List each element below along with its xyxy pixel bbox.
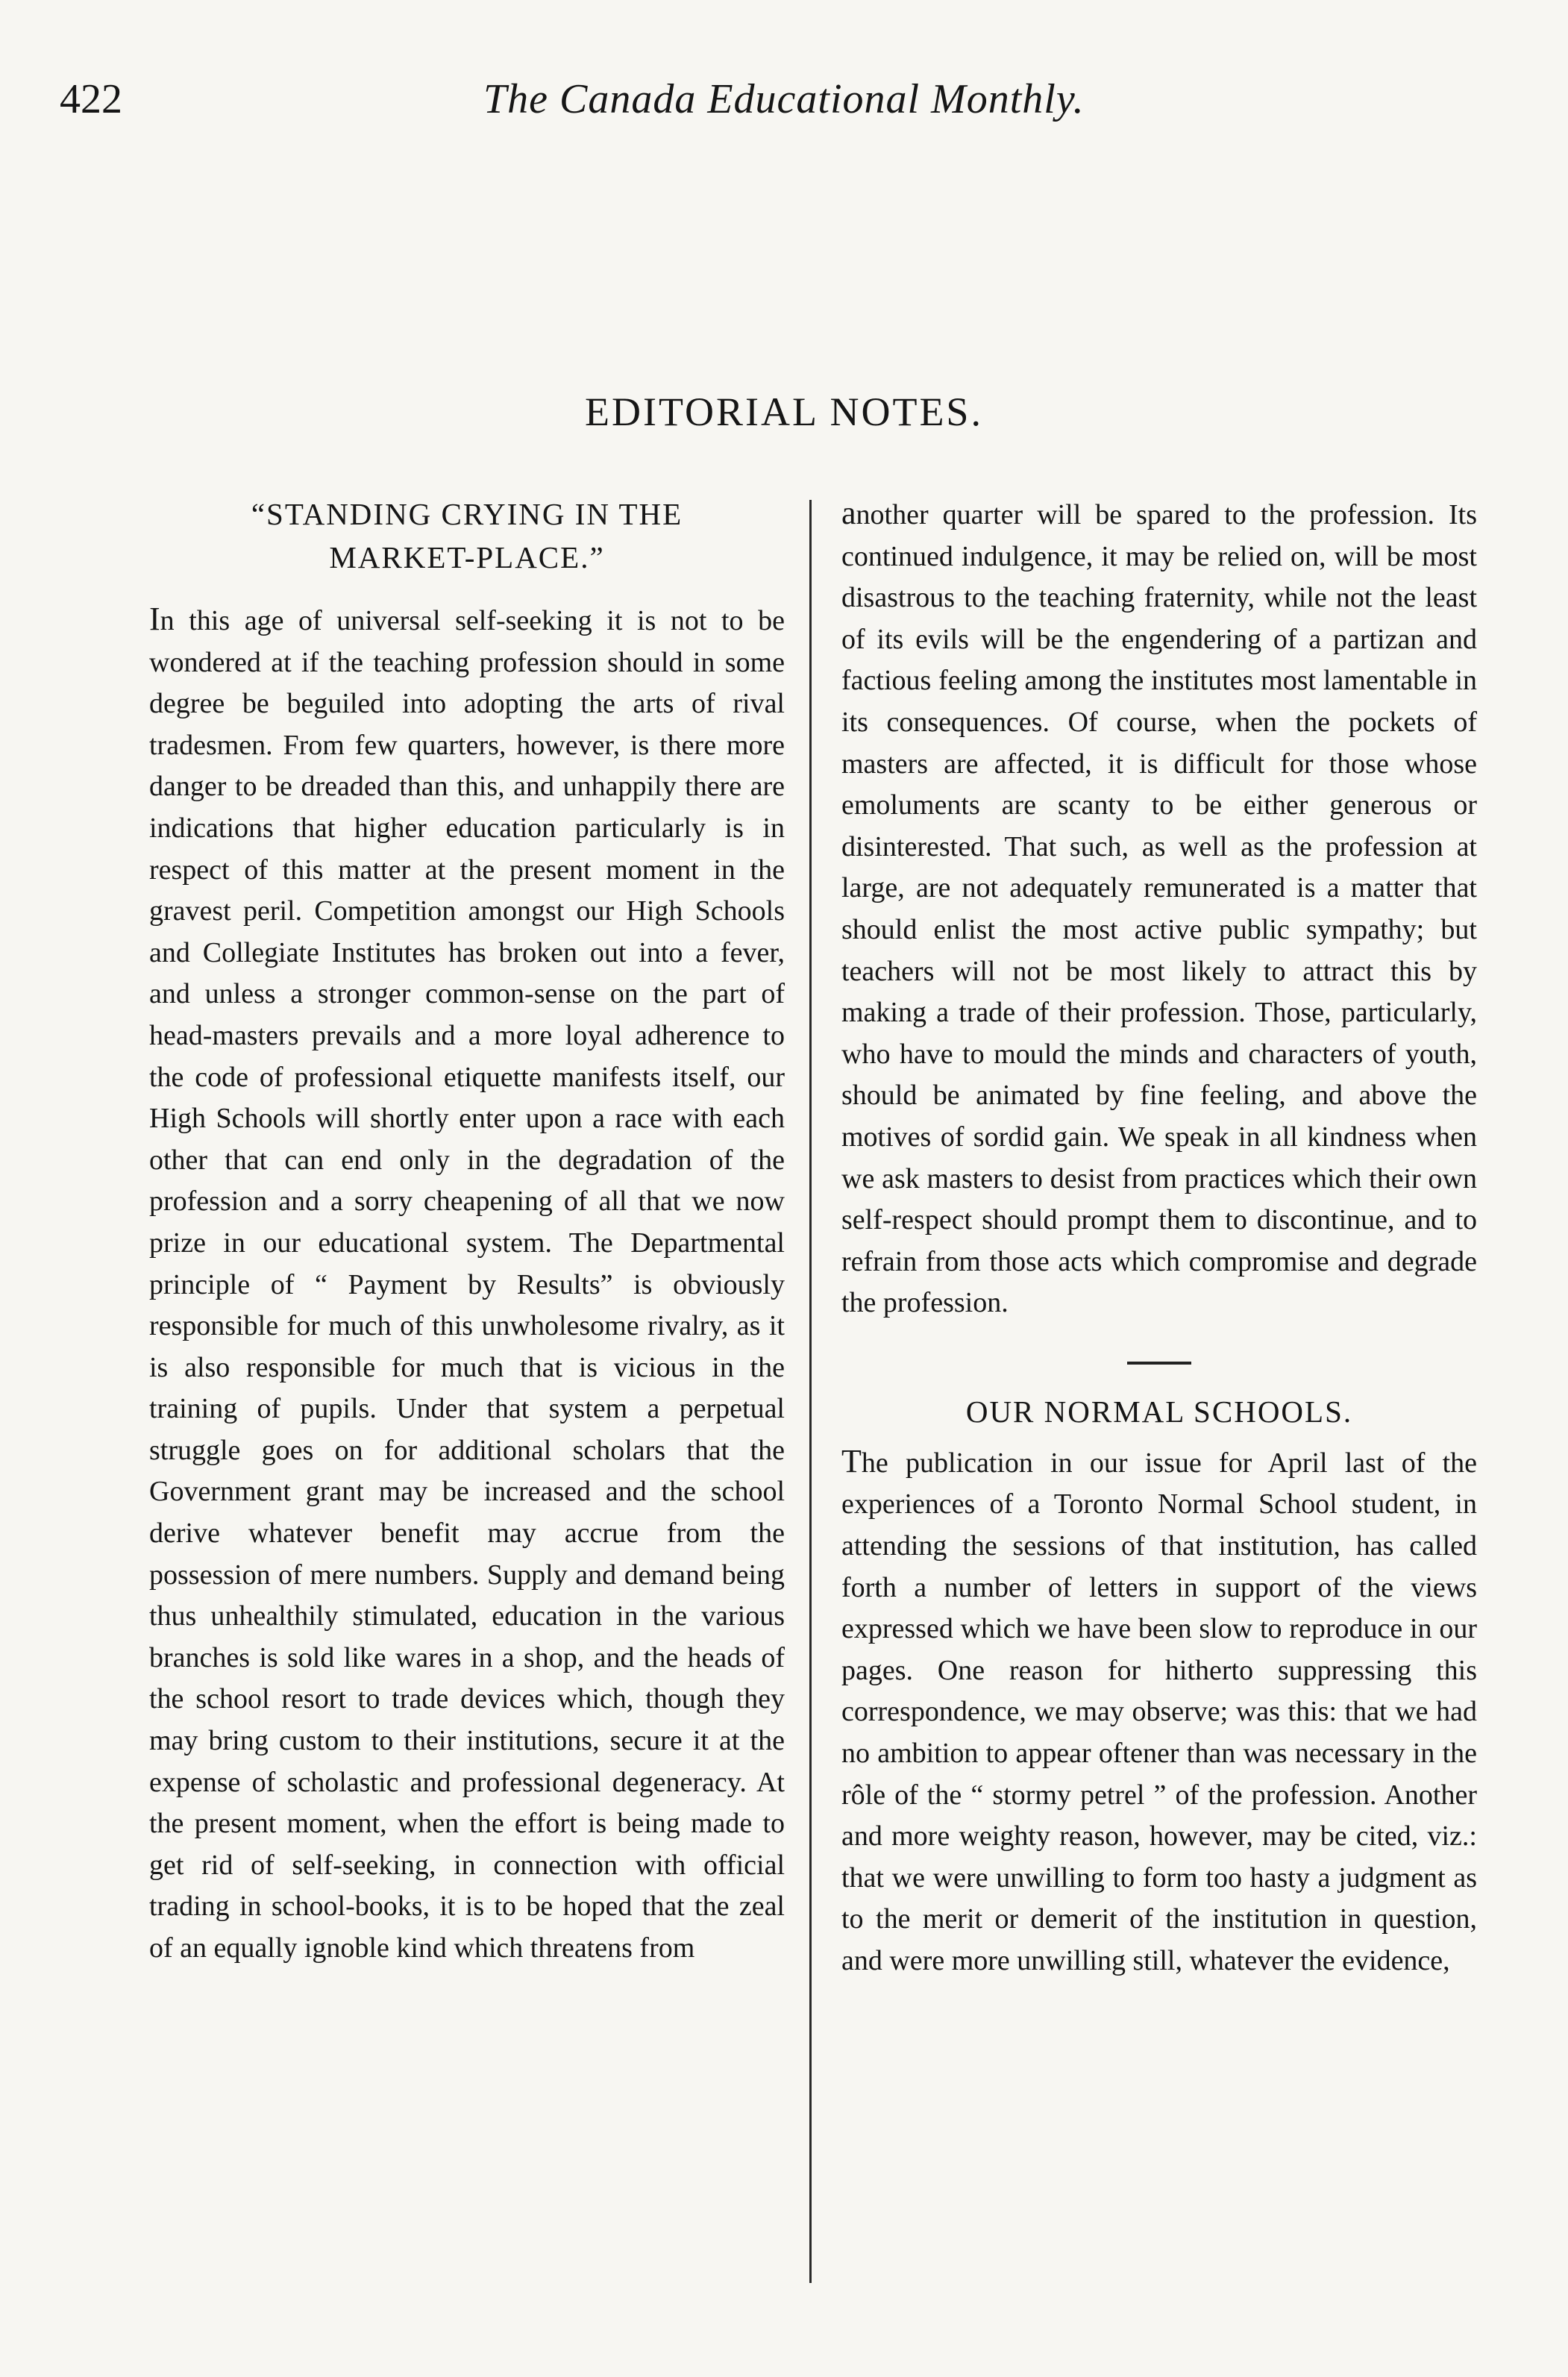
article-body-normal-schools: The publication in our issue for April last of the experiences of a Toronto Normal School student, in attending the sessions of that institution, has called forth a number of letters in support of the views expressed which we have been slow to reproduce in our pages. One reason for hitherto suppressing this correspondence, we may observe; was this: that we had no ambition to appear oftener than was necessary in the rôle of the “ stormy petrel ” of the profession. Another and more weighty reason, however, may be cited, viz.: that we were unwilling to form too hasty a judgment as to the merit or demerit of the institution in question, and were more unwilling still, whatever the evidence, (841, 1442, 1477, 1976)
article-heading-normal-schools: OUR NORMAL SCHOOLS. (965, 1394, 1353, 1429)
page-number: 422 (60, 76, 122, 122)
column-divider (809, 500, 812, 2283)
section-title: EDITORIAL NOTES. (585, 389, 983, 434)
article-body-market-place: In this age of universal self-seeking it is not to be wondered at if the teaching profession should in some degree be beguiled into adopting the arts of rival tradesmen. From few quarters, however, is there more danger to be dreaded than this, and unhappily there are indications that higher education particularly is in respect of this matter at the present moment in the gravest peril. Competition amongst our High Schools and Collegiate Institutes has broken out into a fever, and unless a stronger common-sense on the part of head-masters prevails and a more loyal adherence to the code of professional etiquette manifests itself, our High Schools will shortly enter upon a race with each other that can end only in the degradation of the profession and a sorry cheapening of all that we now prize in our educational system. The Departmental principle of “ Payment by Results” is obviously responsible for much of this unwholesome rivalry, as it is also responsible for much that is vicious in the training of pupils. Under that system a perpetual struggle goes on for additional scholars that the Government grant may be increased and the school derive whatever benefit may accrue from the possession of mere numbers. Supply and demand being thus unhealthily stimulated, education in the various branches is sold like wares in a shop, and the heads of the school resort to trade devices which, though they may bring custom to their institutions, secure it at the expense of scholastic and professional degeneracy. At the present moment, when the effort is being made to get rid of self-seeking, in connection with official trading in school-books, it is to be hoped that the zeal of an equally ignoble kind which threatens from (149, 601, 785, 1964)
left-column (149, 492, 785, 1970)
article-heading-market-place: “STANDING CRYING IN THE MARKET-PLACE.” (251, 497, 683, 574)
article-body-market-place-continued: another quarter will be spared to the profession. Its continued indulgence, it may be relied on, will be most disastrous to the teaching fraternity, while not the least of its evils will be the engendering of a partizan and factious feeling among the institutes most lamentable in its consequences. Of course, when the pockets of masters are affected, it is difficult for those whose emoluments are scanty to be either generous or disinterested. That such, as well as the profession at large, are not adequately remunerated is a matter that should enlist the most active public sympathy; but teachers will not be most likely to attract this by making a trade of their profession. Those, particularly, who have to mould the minds and characters of youth, should be animated by fine feeling, and above the motives of sordid gain. We speak in all kindness when we ask masters to desist from practices which their own self-respect should prompt them to discontinue, and to refrain from those acts which compromise and degrade the profession. (841, 495, 1477, 1319)
right-column (841, 492, 1477, 1982)
running-head (60, 66, 1522, 133)
journal-title: The Canada Educational Monthly. (483, 76, 1085, 122)
article-separator (1127, 1362, 1191, 1365)
